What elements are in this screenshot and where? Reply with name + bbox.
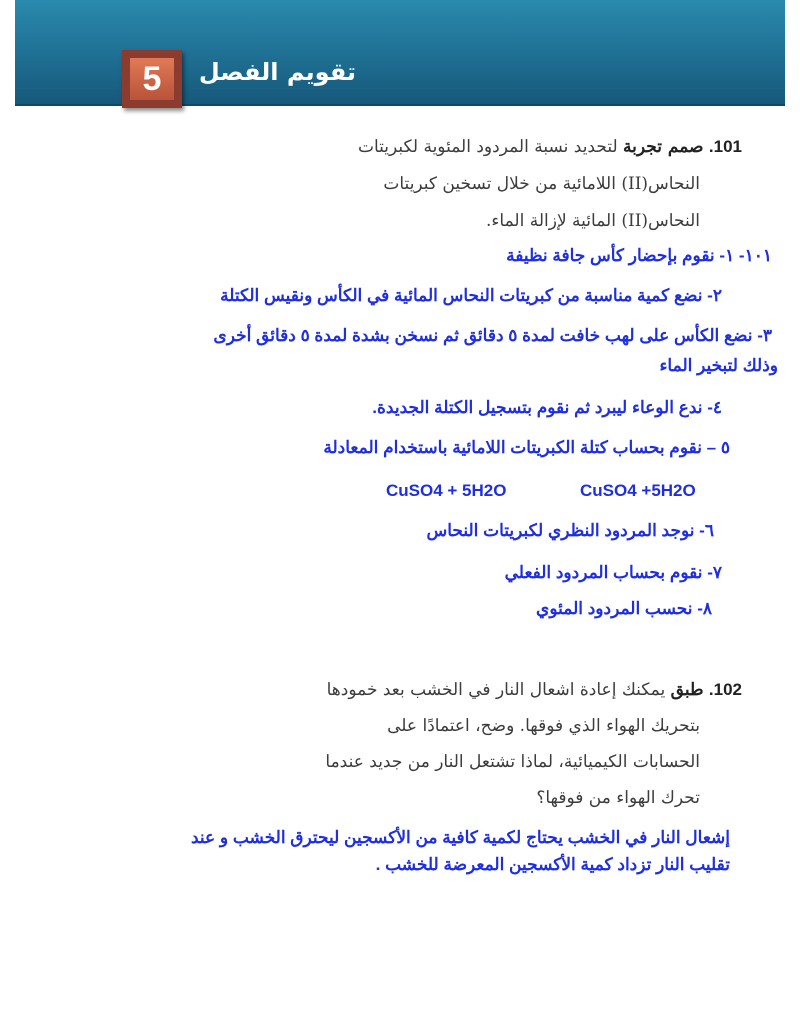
question-101-line-2: النحاس(II) اللامائية من خلال تسخين كبريتات — [383, 174, 700, 194]
answer-step-8: ٨- نحسب المردود المئوي — [536, 599, 712, 618]
question-number: 101. — [708, 137, 742, 156]
question-102-line-2: بتحريك الهواء الذي فوقها. وضح، اعتمادًا على — [387, 716, 700, 736]
answer-step-3-line-2: وذلك لتبخير الماء — [659, 356, 778, 375]
question-102-line-3: الحسابات الكيميائية، لماذا تشتعل النار من جديد عندما — [325, 752, 700, 772]
answer-step-6: ٦- نوجد المردود النظري لكبريتات النحاس — [426, 521, 714, 540]
answer-102-line-2: تقليب النار تزداد كمية الأكسجين المعرضة للخشب . — [375, 855, 730, 874]
chapter-review-banner — [15, 0, 785, 106]
question-101-line-1 — [182, 128, 742, 166]
question-number: 102. — [708, 680, 742, 699]
equation-product: CuSO4 + 5H2O — [386, 481, 507, 500]
question-keyword: طبق — [670, 680, 704, 700]
answer-step-2: ٢- نضع كمية مناسبة من كبريتات النحاس المائية في الكأس ونقيس الكتلة — [220, 286, 722, 305]
answer-step-4: ٤- ندع الوعاء ليبرد ثم نقوم بتسجيل الكتلة الجديدة. — [372, 398, 722, 417]
question-keyword: صمم تجربة — [623, 137, 704, 157]
question-102-line-1 — [222, 672, 742, 708]
banner-title: تقويم الفصل — [198, 58, 356, 86]
answer-step-1: ١٠١- ١- نقوم بإحضار كأس جافة نظيفة — [506, 246, 772, 265]
question-102 — [222, 672, 742, 816]
answer-step-3-line-1: ٣- نضع الكأس على لهب خافت لمدة ٥ دقائق ثم نسخن بشدة لمدة ٥ دقائق أخرى — [213, 326, 772, 345]
question-101-line-3: النحاس(II) المائية لإزالة الماء. — [486, 211, 700, 231]
question-102-line-4: تحرك الهواء من فوقها؟ — [536, 788, 700, 808]
chapter-number-badge — [122, 50, 182, 108]
question-text: لتحديد نسبة المردود المئوية لكبريتات — [357, 137, 618, 157]
equation-reactant: CuSO4 +5H2O — [580, 481, 696, 500]
chapter-number: 5 — [130, 58, 174, 100]
question-101 — [182, 128, 742, 240]
answer-102-line-1: إشعال النار في الخشب يحتاج لكمية كافية من الأكسجين ليحترق الخشب و عند — [191, 828, 730, 847]
answer-step-7: ٧- نقوم بحساب المردود الفعلي — [504, 563, 722, 582]
answer-step-5: ٥ – نقوم بحساب كتلة الكبريتات اللامائية باستخدام المعادلة — [323, 438, 730, 457]
question-text: يمكنك إعادة اشعال النار في الخشب بعد خمودها — [326, 680, 666, 700]
